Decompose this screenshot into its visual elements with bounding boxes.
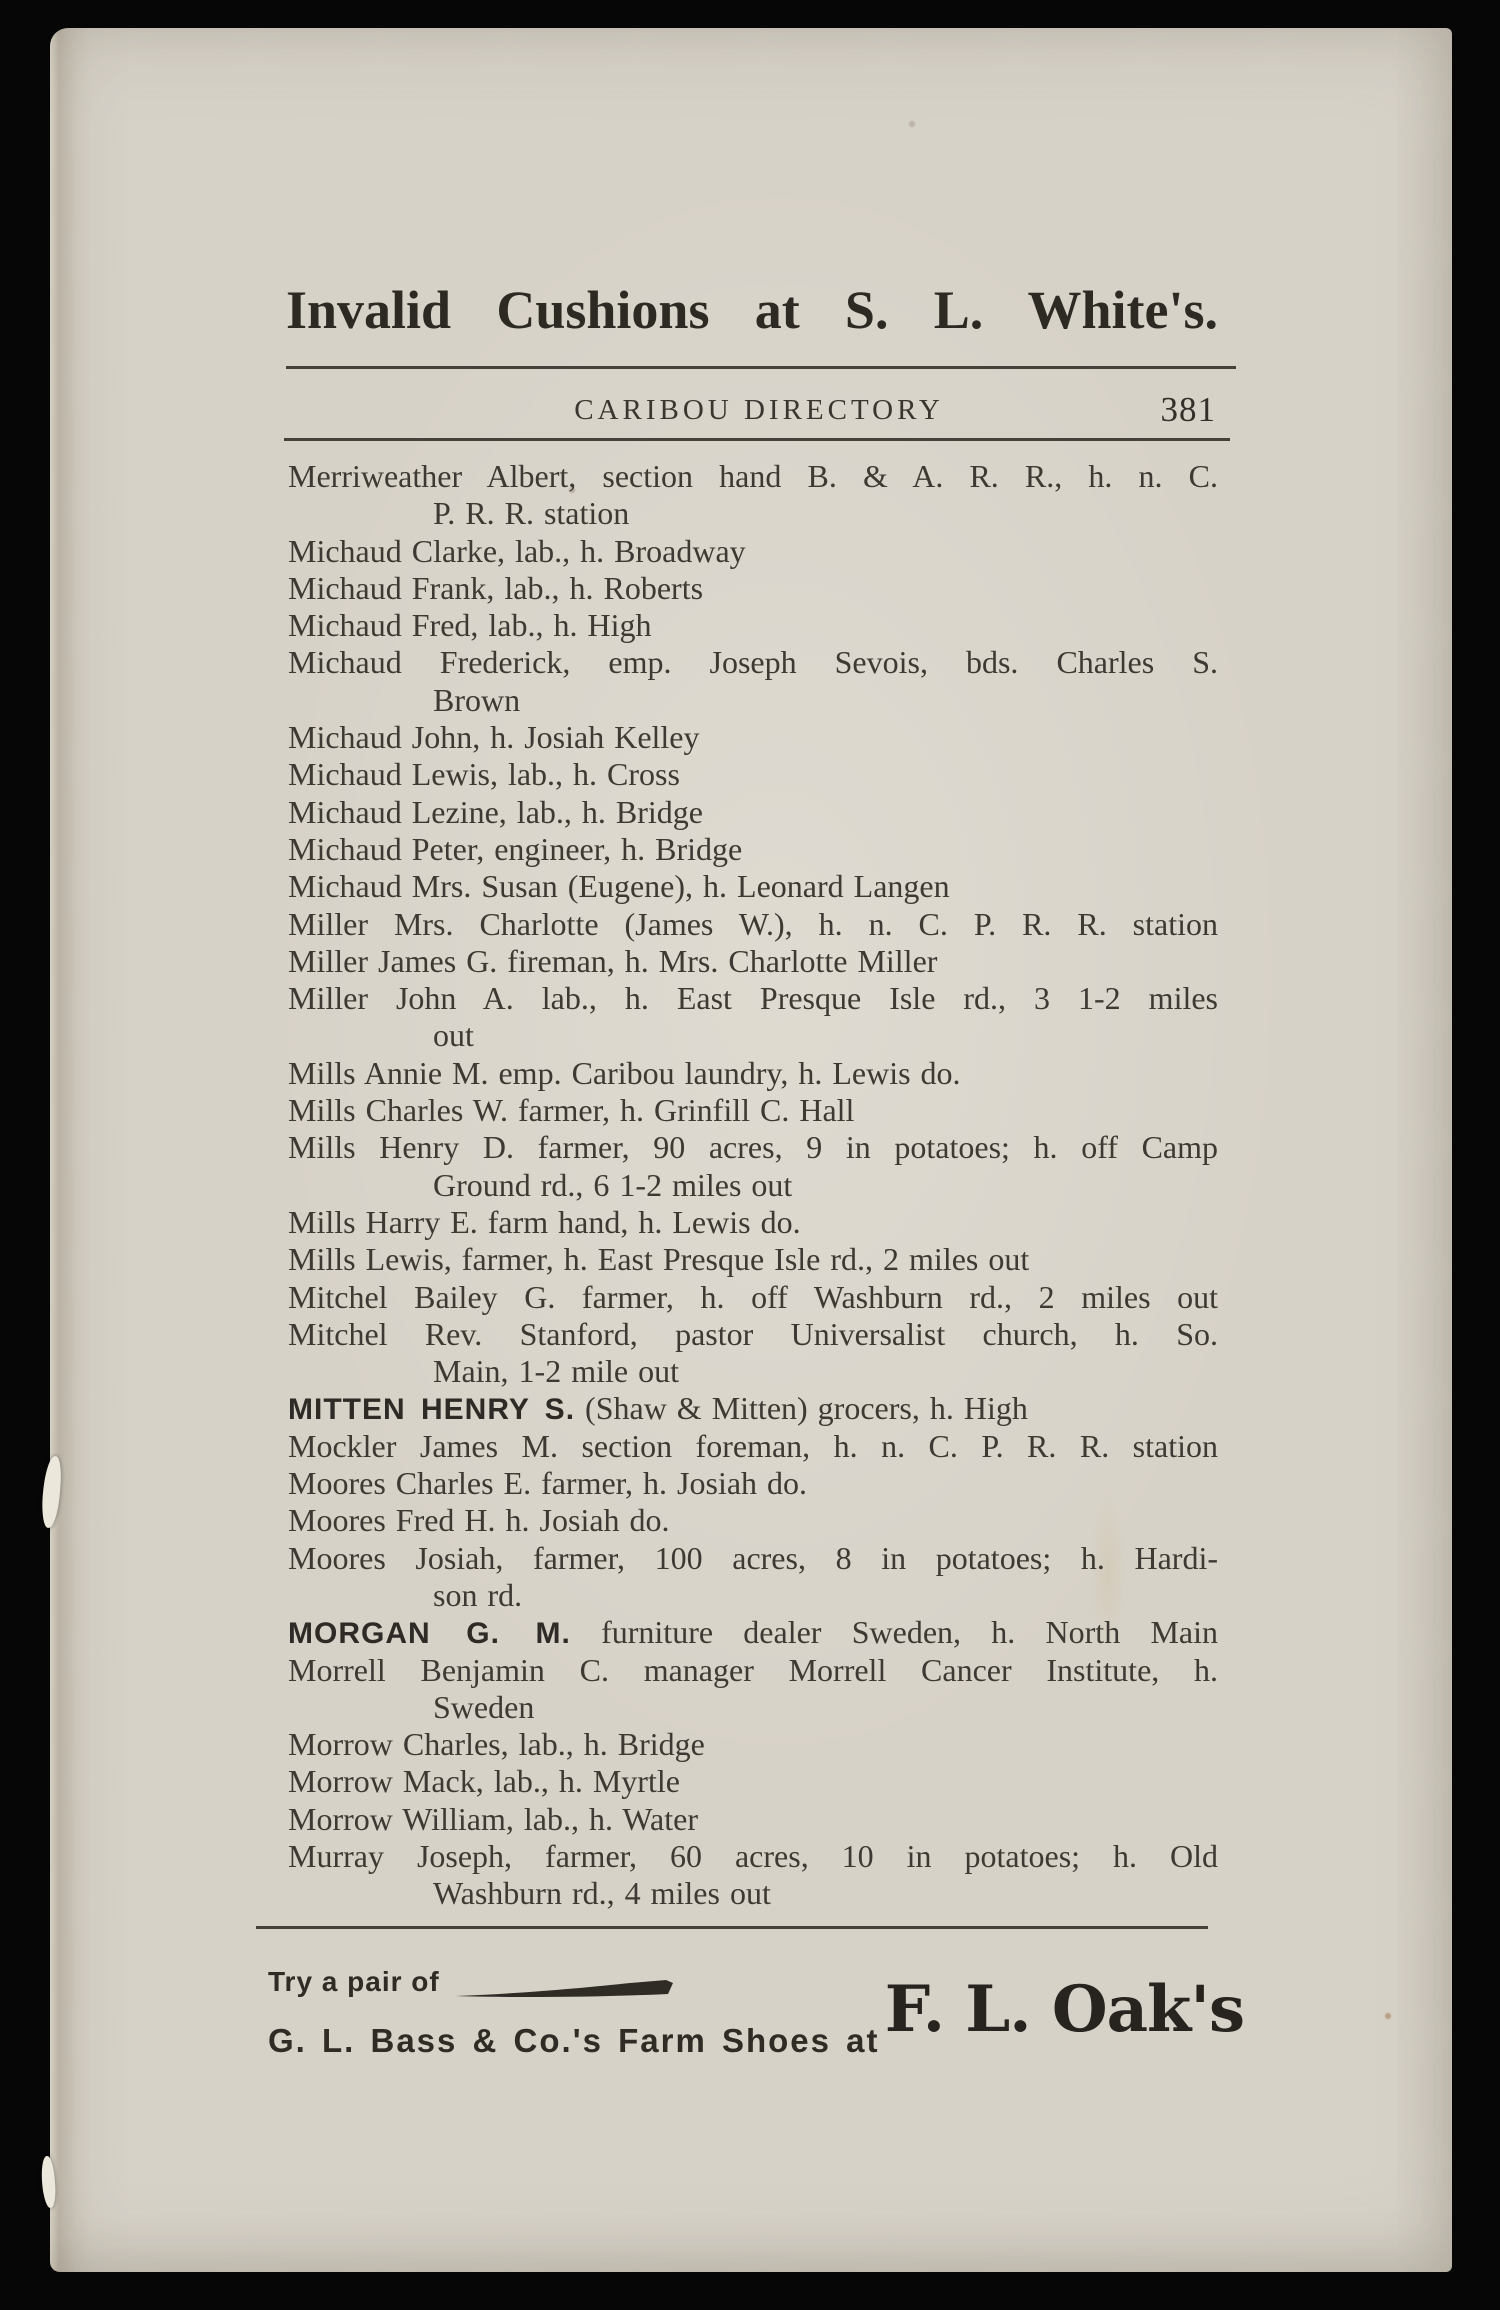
- footer-tagline-line2: G. L. Bass & Co.'s Farm Shoes at: [268, 2022, 880, 2059]
- directory-entry-line: MORGAN G. M. furniture dealer Sweden, h. North Main: [288, 1614, 1219, 1651]
- swash-flourish-icon: [454, 1980, 684, 2007]
- directory-entry-line: Merriweather Albert, section hand B. & A. R. R., h. n. C.: [288, 458, 1218, 494]
- directory-entry-line: Brown: [433, 681, 521, 718]
- directory-entry-line: out: [433, 1017, 474, 1054]
- directory-entry-line: Mills Harry E. farm hand, h. Lewis do.: [288, 1203, 801, 1240]
- footer-tagline-line1: Try a pair of: [268, 1966, 440, 1997]
- footer-advertisement: [50, 28, 1452, 2272]
- directory-entry-line: Moores Fred H. h. Josiah do.: [288, 1502, 670, 1539]
- directory-entry-line: Morrow Charles, lab., h. Bridge: [288, 1726, 705, 1763]
- bold-entry-name: MITTEN HENRY S.: [288, 1393, 576, 1427]
- directory-entry-line: Moores Josiah, farmer, 100 acres, 8 in potatoes; h. Hardi-: [288, 1539, 1218, 1576]
- directory-entry-line: Michaud Clarke, lab., h. Broadway: [288, 532, 746, 569]
- footer-store-name: F. L. Oak's: [884, 1972, 1244, 2047]
- directory-name: CARIBOU DIRECTORY: [574, 394, 944, 426]
- directory-entry-line: Mills Charles W. farmer, h. Grinfill C. Hall: [288, 1092, 855, 1129]
- directory-entry-line: P. R. R. station: [433, 495, 630, 532]
- directory-entry-line: MITTEN HENRY S. (Shaw & Mitten) grocers, h. High: [288, 1390, 1028, 1427]
- directory-entry-line: Mockler James M. section foreman, h. n. C. P. R. R. station: [288, 1427, 1218, 1464]
- directory-entry-line: Michaud John, h. Josiah Kelley: [288, 719, 700, 756]
- directory-entry-line: Mitchel Bailey G. farmer, h. off Washburn rd., 2 miles out: [288, 1278, 1218, 1315]
- directory-entry-line: Michaud Frank, lab., h. Roberts: [288, 569, 704, 606]
- directory-entry-line: Moores Charles E. farmer, h. Josiah do.: [288, 1465, 808, 1502]
- directory-entry-line: Morrell Benjamin C. manager Morrell Cancer Institute, h.: [288, 1651, 1218, 1688]
- directory-entry-line: Mills Lewis, farmer, h. East Presque Isle rd., 2 miles out: [288, 1241, 1030, 1278]
- top-advertisement-title: Invalid Cushions at S. L. White's.: [286, 280, 1218, 340]
- directory-entry-line: Miller James G. fireman, h. Mrs. Charlotte Miller: [288, 942, 938, 979]
- directory-entry-line: Morrow William, lab., h. Water: [288, 1800, 698, 1837]
- directory-entry-line: Ground rd., 6 1-2 miles out: [433, 1166, 793, 1203]
- directory-entry-line: Michaud Frederick, emp. Joseph Sevois, bds. Charles S.: [288, 644, 1218, 681]
- directory-entry-line: Michaud Fred, lab., h. High: [288, 607, 652, 644]
- directory-entry-line: Miller John A. lab., h. East Presque Isle rd., 3 1-2 miles: [288, 980, 1218, 1017]
- directory-entry-line: Mitchel Rev. Stanford, pastor Universalist church, h. So.: [288, 1315, 1218, 1352]
- directory-entry-line: Michaud Lewis, lab., h. Cross: [288, 756, 680, 793]
- directory-entry-line: Sweden: [433, 1688, 535, 1725]
- directory-entry-line: Miller Mrs. Charlotte (James W.), h. n. C. P. R. R. station: [288, 905, 1218, 942]
- directory-entry-line: Morrow Mack, lab., h. Myrtle: [288, 1763, 680, 1800]
- directory-entry-line: Mills Henry D. farmer, 90 acres, 9 in potatoes; h. off Camp: [288, 1129, 1218, 1166]
- directory-entry-line: Murray Joseph, farmer, 60 acres, 10 in potatoes; h. Old: [288, 1837, 1218, 1874]
- directory-entry-line: Michaud Peter, engineer, h. Bridge: [288, 830, 743, 867]
- horizontal-rule: [256, 1926, 1208, 1929]
- directory-entry-line: Michaud Lezine, lab., h. Bridge: [288, 793, 703, 830]
- directory-entry-line: son rd.: [433, 1576, 523, 1613]
- scanned-directory-page: [50, 28, 1452, 2272]
- directory-entry-line: Mills Annie M. emp. Caribou laundry, h. Lewis do.: [288, 1054, 961, 1091]
- directory-entry-line: Michaud Mrs. Susan (Eugene), h. Leonard Langen: [288, 868, 950, 905]
- directory-entry-line: Washburn rd., 4 miles out: [433, 1875, 771, 1912]
- bold-entry-name: MORGAN G. M.: [288, 1617, 571, 1651]
- page-number: 381: [1160, 390, 1216, 429]
- directory-entry-line: Main, 1-2 mile out: [433, 1353, 679, 1390]
